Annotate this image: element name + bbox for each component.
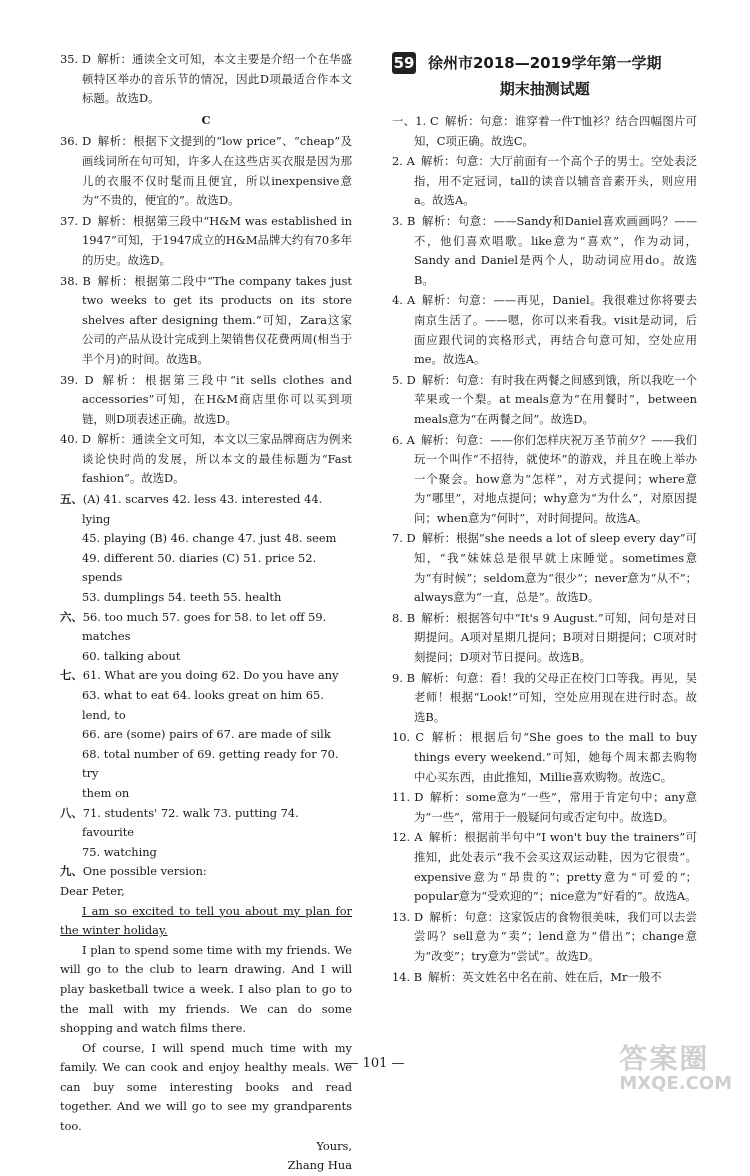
section-9-intro: 九、One possible version:: [60, 864, 207, 879]
answer-7: 7. D 解析：根据“she needs a lot of sleep every day”可知，“我”妹妹总是很早就上床睡觉。sometimes意为“有时候”；seldom意为“很少”；never意为“从不”；always意为“一直，总是”。故选D。: [392, 531, 698, 605]
exam-number-badge: 59: [393, 54, 415, 72]
letter-signature: Zhang Hua: [287, 1158, 352, 1173]
section-heading-c: C: [201, 112, 211, 127]
answer-35: 35. D 解析：通读全文可知，本文主要是介绍一个在华盛顿特区举办的音乐节的情况，因此D项最适合作本文标题。故选D。: [60, 52, 352, 106]
answer-2: 2. A 解析：句意：大厅前面有一个高个子的男士。空处表泛指，用不定冠词，tall的读音以辅音音素开头，则应用a。故选A。: [392, 154, 697, 208]
answer-1: 一、1. C 解析：句意：谁穿着一件T恤衫？结合四幅图片可知，C项正确。故选C。: [392, 114, 697, 148]
answer-40: 40. D 解析：通读全文可知，本文以三家品牌商店为例来谈论快时尚的发展，所以本文的最佳标题为“Fast fashion”。故选D。: [60, 432, 352, 486]
letter-opening: I am so excited to tell you about my plan for the winter holiday.: [60, 903, 352, 938]
right-column: [392, 50, 697, 988]
answer-3: 3. B 解析：句意：——Sandy和Daniel喜欢画画吗？——不，他们喜欢唱歌。like意为“喜欢”，作为动词，Sandy and Daniel是两个人，助动词应用do。故选B。: [392, 213, 697, 287]
answer-36: 36. D 解析：根据下文提到的“low price”、“cheap”及画线词所在句可知，许多人在这些店买衣服是因为那儿的衣服不仅时髦而且便宜，所以inexpensive意为“不贵的，便宜的”。故选D。: [60, 134, 352, 208]
answer-11: 11. D 解析：some意为“一些”，常用于肯定句中；any意为“一些”，常用于一般疑问句或否定句中。故选D。: [392, 790, 697, 824]
answer-13: 13. D 解析：句意：这家饭店的食物很美味，我们可以去尝尝吗？sell意为“卖”；lend意为“借出”；change意为“改变”；try意为“尝试”。故选D。: [392, 909, 697, 963]
answer-8: 8. B 解析：根据答句中“It's 9 August.”可知，问句是对日期提问。A项对星期几提问；B项对日期提问；C项对时刻提问；D项对节日提问。故选B。: [392, 610, 697, 665]
exam-title-text: 徐州市2018—2019学年第一学期 期末抽测试题: [428, 54, 662, 98]
answer-6: 6. A 解析：句意：——你们怎样庆祝万圣节前夕？——我们玩一个叫作“不招待，就使坏”的游戏，并且在晚上举办一个聚会。how意为“怎样”，对方式提问；where意为“哪里”，对地点提问；why意为“为什么”，对原因提问；when意为“何时”，对时间提问。故选A。: [392, 432, 697, 525]
answer-4: 4. A 解析：句意：——再见，Daniel。我很难过你将要去南京生活了。——嗯，你可以来看我。visit是动词，后面应跟代词的宾格形式，再结合句意可知，空处应用me。故选A。: [392, 293, 697, 367]
sample-letter: [60, 882, 352, 1176]
section-5-answers: 五、(A) 41. scarves 42. less 43. interested 44. lying 45. playing (B) 46. change 47. just 48. seem 49. different 50. diaries (C) 51. price 52. spends 53. dumplings 54. teeth 55. health: [60, 492, 337, 605]
section-7-answers: 七、61. What are you doing 62. Do you have any 63. what to eat 64. looks great on him 65. lend, to 66. are (some) pairs of 67. are made of silk 68. total number of 69. getting ready for 70. try them on: [60, 668, 339, 800]
letter-closing: Yours,: [316, 1138, 352, 1153]
answer-12: 12. A 解析：根据前半句中“I won't buy the trainers”可推知，此处表示“我不会买这双运动鞋，因为它很贵”。expensive意为“昂贵的”；pretty意为“可爱的”；popular意为“受欢迎的”；nice意为“好看的”。故选A。: [392, 830, 697, 904]
answer-38: 38. B 解析：根据第二段中“The company takes just two weeks to get its products on its store shelves after designing them.”可知，Zara这家公司的产品从设计完成到上架销售仅花费两周(相当于半个月)的时间。故选B。: [60, 273, 352, 366]
page-number: — 101 —: [345, 1056, 405, 1072]
watermark-logo: 答案圈 MXQE.COM: [619, 1041, 732, 1095]
letter-paragraph-2: Of course, I will spend much time with my family. We can cook and enjoy healthy meals. We can buy some interesting books and read together. And we will go to see my grandparents too.: [60, 1040, 352, 1134]
answer-37: 37. D 解析：根据第三段中“H&M was established in 1947”可知，于1947成立的H&M品牌大约有70多年的历史。故选D。: [60, 213, 352, 267]
answer-39: 39. D 解析：根据第三段中“it sells clothes and accessories”可知，在H&M商店里你可以买到项链，则D项表述正确。故选D。: [60, 372, 352, 426]
answer-14: 14. B 解析：英文姓名中名在前、姓在后，Mr一般不: [392, 969, 662, 984]
exam-title: [392, 50, 697, 102]
answer-10: 10. C 解析：根据后句“She goes to the mall to buy things every weekend.”可知，她每个周末都去购物中心买东西，由此推知，Millie喜欢购物。故选C。: [392, 730, 697, 784]
section-8-answers: 八、71. students' 72. walk 73. putting 74. favourite 75. watching: [60, 805, 299, 859]
left-column: [60, 50, 352, 1176]
letter-paragraph-1: I plan to spend some time with my friends. We will go to the club to learn drawing. And I will play basketball twice a week. I also plan to go to the mall with my friends. We can do some shopping and watch films there.: [60, 942, 352, 1036]
answer-5: 5. D 解析：句意：有时我在两餐之间感到饿，所以我吃一个苹果或一个梨。at meals意为“在用餐时”，between meals意为“在两餐之间”。故选D。: [392, 372, 697, 426]
letter-greeting: Dear Peter,: [60, 883, 125, 898]
section-6-answers: 六、56. too much 57. goes for 58. to let off 59. matches 60. talking about: [60, 609, 327, 663]
answer-9: 9. B 解析：句意：看！我的父母正在校门口等我。再见，吴老师！根据“Look!”可知，空处应用现在进行时态。故选B。: [392, 670, 698, 724]
